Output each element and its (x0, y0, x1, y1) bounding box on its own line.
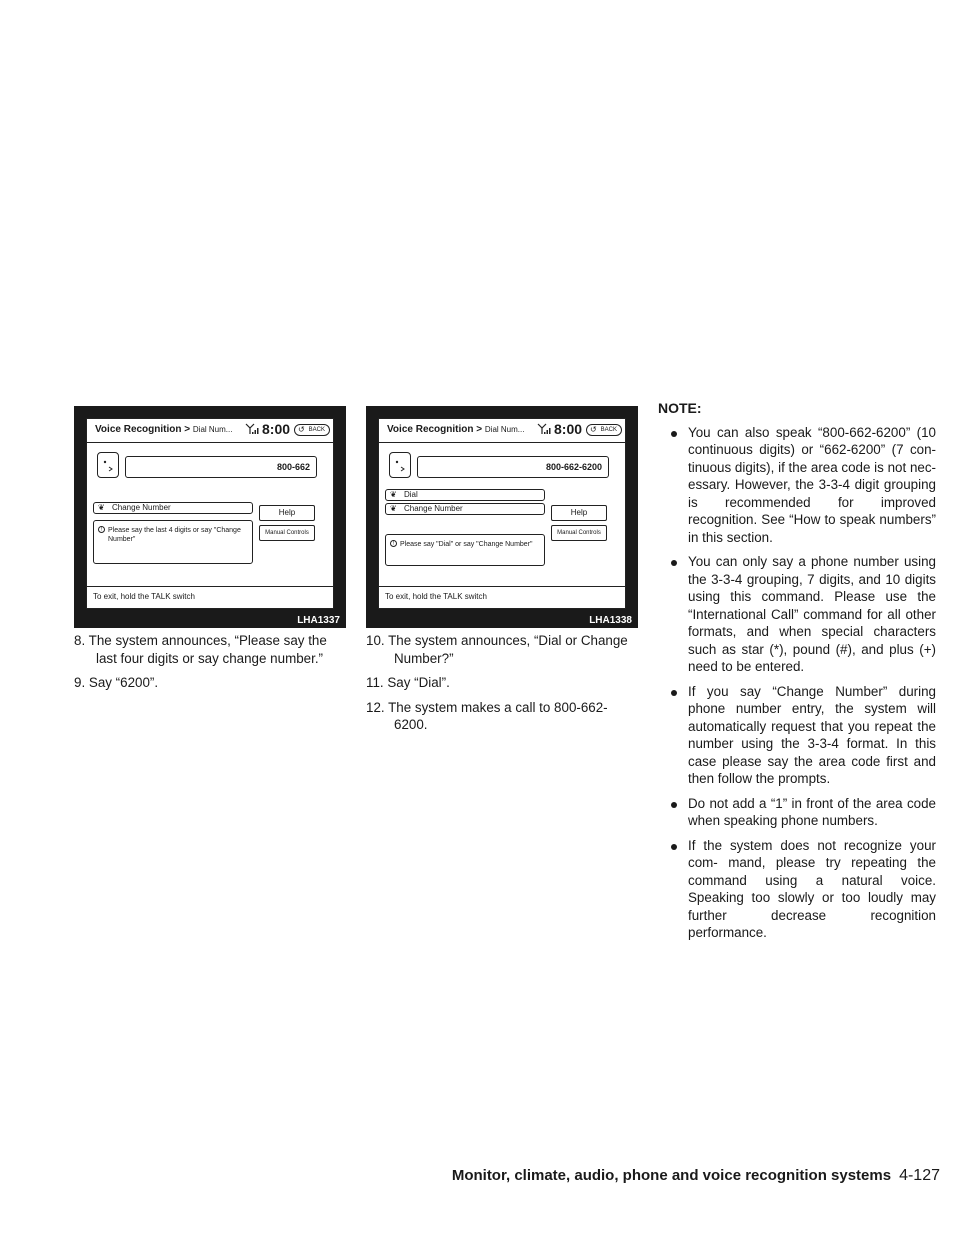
help-button[interactable]: Help (259, 505, 315, 521)
step-item: 8. The system announces, “Please say the last four digits or say change number.” (74, 633, 327, 666)
speaking-face-icon (97, 452, 119, 478)
voice-recognition-screen (86, 418, 334, 609)
left-column-steps (74, 632, 346, 699)
note-bullet: You can also speak “800-662-6200” (10 continuous digits) or “662-6200” (7 con- tinuous digits), if the area code is not nec- essary. However, the 3-3-4 digit grouping is recommended for improved recognition. See “How to speak numbers” in this section. (658, 424, 936, 547)
manual-controls-button[interactable]: Manual Controls (259, 525, 315, 541)
bullet-icon (671, 690, 677, 696)
voice-recognition-screen (378, 418, 626, 609)
clock: 8:00 (554, 421, 583, 437)
bullet-icon (671, 844, 677, 850)
clock: 8:00 (262, 421, 291, 437)
screen-header (379, 419, 625, 443)
header-title: Voice Recognition > Dial Num... (95, 424, 233, 435)
info-icon: ! (390, 540, 397, 547)
dialed-number-display: 800-662 (125, 456, 317, 478)
figure-lha1337 (74, 406, 346, 628)
figure-label: LHA1337 (297, 615, 340, 626)
exit-instruction: To exit, hold the TALK switch (379, 586, 625, 608)
exit-instruction: To exit, hold the TALK switch (87, 586, 333, 608)
bullet-icon (671, 560, 677, 566)
dialed-number-display: 800-662-6200 (417, 456, 609, 478)
manual-controls-button[interactable]: Manual Controls (551, 525, 607, 541)
back-button[interactable]: ↺ BACK (294, 424, 330, 436)
note-bullet: If the system does not recognize your com- mand, please try repeating the command using a natural voice. Speaking too slowly or too loudly may further decrease recognition performance. (658, 837, 936, 942)
step-item: 11. Say “Dial”. (366, 675, 450, 690)
note-title: NOTE: (658, 400, 702, 416)
signal-icon (245, 423, 259, 435)
figure-label: LHA1338 (589, 615, 632, 626)
voice-prompt: ! Please say "Dial" or say "Change Number" (385, 534, 545, 566)
voice-command-icon: ❦ (98, 503, 105, 512)
footer-section-title: Monitor, climate, audio, phone and voice recognition systems (451, 1167, 892, 1184)
note-section (658, 400, 936, 949)
page-number: 4-127 (899, 1167, 940, 1184)
step-item: 10. The system announces, “Dial or Change Number?” (366, 633, 628, 666)
menu-item-change-number[interactable]: ❦ Change Number (385, 503, 545, 515)
back-arrow-icon: ↺ (590, 425, 597, 434)
note-bullet: Do not add a “1” in front of the area code when speaking phone numbers. (658, 795, 936, 830)
menu-item-dial[interactable]: ❦ Dial (385, 489, 545, 501)
note-bullet: If you say “Change Number” during phone number entry, the system will automatically request that you repeat the number using the 3-3-4 format. In this case please say the area code first and then follow the prompts. (658, 683, 936, 788)
voice-command-icon: ❦ (390, 504, 397, 513)
signal-icon (537, 423, 551, 435)
voice-prompt: ! Please say the last 4 digits or say "Change Number" (93, 520, 253, 564)
back-arrow-icon: ↺ (298, 425, 305, 434)
back-button[interactable]: ↺ BACK (586, 424, 622, 436)
header-title: Voice Recognition > Dial Num... (387, 424, 525, 435)
info-icon: ! (98, 526, 105, 533)
figure-lha1338 (366, 406, 638, 628)
bullet-icon (671, 802, 677, 808)
step-item: 9. Say “6200”. (74, 675, 159, 690)
middle-column-steps (366, 632, 638, 741)
speaking-face-icon (389, 452, 411, 478)
menu-item-change-number[interactable]: ❦ Change Number (93, 502, 253, 514)
step-item: 12. The system makes a call to 800-662- 6200. (366, 699, 608, 732)
page-footer (420, 1167, 940, 1185)
note-bullet: You can only say a phone number using the 3-3-4 grouping, 7 digits, and 10 digits using this command. Please use the “International Call” command for all other formats, and when special characters such as star (*), pound (#), and plus (+) need to be entered. (658, 553, 936, 676)
voice-command-icon: ❦ (390, 490, 397, 499)
screen-header (87, 419, 333, 443)
bullet-icon (671, 431, 677, 437)
help-button[interactable]: Help (551, 505, 607, 521)
